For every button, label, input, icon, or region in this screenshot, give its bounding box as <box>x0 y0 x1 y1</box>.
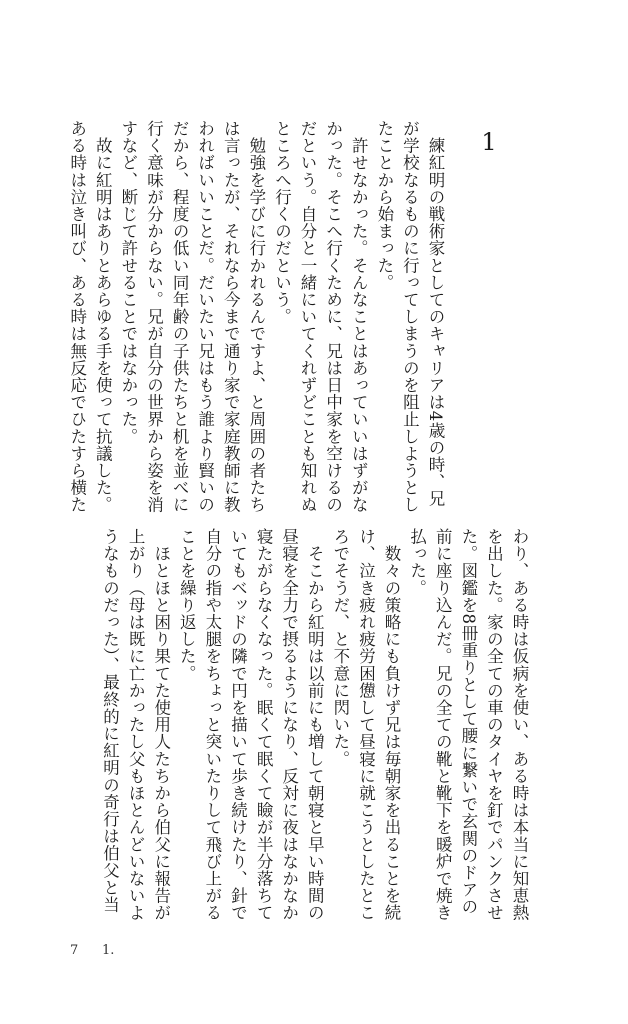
page-number: 7 <box>70 943 79 958</box>
text-line: 故に紅明はありとあらゆる手を使って抗議した。 <box>93 120 113 514</box>
text-line: わればいいことだ。だいたい兄はもう誰より賢いの <box>195 120 215 514</box>
text-line: 払った。 <box>407 528 427 597</box>
text-line: たことから始まった。 <box>374 120 394 291</box>
text-line: いてもベッドの隣で円を描いて歩き続けたり、針で <box>228 528 248 922</box>
text-line: 数々の策略にも負けず兄は毎朝家を出ることを続 <box>382 528 402 922</box>
chapter-number: 1 <box>481 128 497 156</box>
text-line: ほとほと困り果てた使用人たちから伯父に報告が <box>151 528 171 922</box>
text-line: 自分の指や太腿をちょっと突いたりして飛び上がる <box>202 528 222 922</box>
text-line: ろでそうだ、と不意に閃いた。 <box>330 528 350 768</box>
text-line: 上がり（母は既に亡かったし父もほとんどいないよ <box>126 528 146 922</box>
text-line: 寝たがらなくなった。眠くて眠くて瞼が半分落ちて <box>254 528 274 922</box>
text-line: そこから紅明は以前にも増して朝寝と早い時間の <box>305 528 325 922</box>
text-line: すなど、断じて許せることではなかった。 <box>118 120 138 445</box>
text-line: かった。そこへ行くために、兄は日中家を空けるの <box>323 120 343 514</box>
lower-text-block <box>97 528 532 928</box>
text-line: た。図鑑を8冊重りとして腰に繋いで玄関のドアの <box>458 528 478 916</box>
text-line: だから、程度の低い同年齢の子供たちと机を並べに <box>170 120 190 514</box>
text-line: は言ったが、それなら今まで通り家で家庭教師に教 <box>221 120 241 514</box>
text-line: け、泣き疲れ疲労困憊して昼寝に就こうとしたとこ <box>356 528 376 922</box>
text-line: 行く意味が分からない。兄が自分の世界から姿を消 <box>144 120 164 514</box>
text-line: 前に座り込んだ。兄の全ての靴と靴下を暖炉で焼き <box>433 528 453 922</box>
running-head: 1. <box>102 943 115 958</box>
text-line: ことを繰り返した。 <box>177 528 197 682</box>
text-line: 昼寝を全力で摂るようになり、反対に夜はなかなか <box>279 528 299 922</box>
text-line: 許せなかった。そんなことはあっていいはずがな <box>349 120 369 514</box>
text-line: が学校なるものに行ってしまうのを阻止しようとし <box>400 120 420 514</box>
text-line: 練紅明の戦術家としてのキャリアは4歳の時、兄 <box>426 120 445 508</box>
text-line: わり、ある時は仮病を使い、ある時は本当に知恵熱 <box>510 528 529 922</box>
upper-text-block <box>64 120 448 514</box>
text-line: 勉強を学びに行かれるんですよ、と周囲の者たち <box>246 120 266 514</box>
text-line: を出した。家の全ての車のタイヤを釘でパンクさせ <box>484 528 504 922</box>
text-line: うなものだった）、最終的に紅明の奇行は伯父と当 <box>100 528 120 914</box>
text-line: だという。自分と一緒にいてくれずどことも知れぬ <box>298 120 318 514</box>
text-line: ある時は泣き叫び、ある時は無反応でひたすら横た <box>67 120 87 514</box>
text-line: ところへ行くのだという。 <box>272 120 292 326</box>
